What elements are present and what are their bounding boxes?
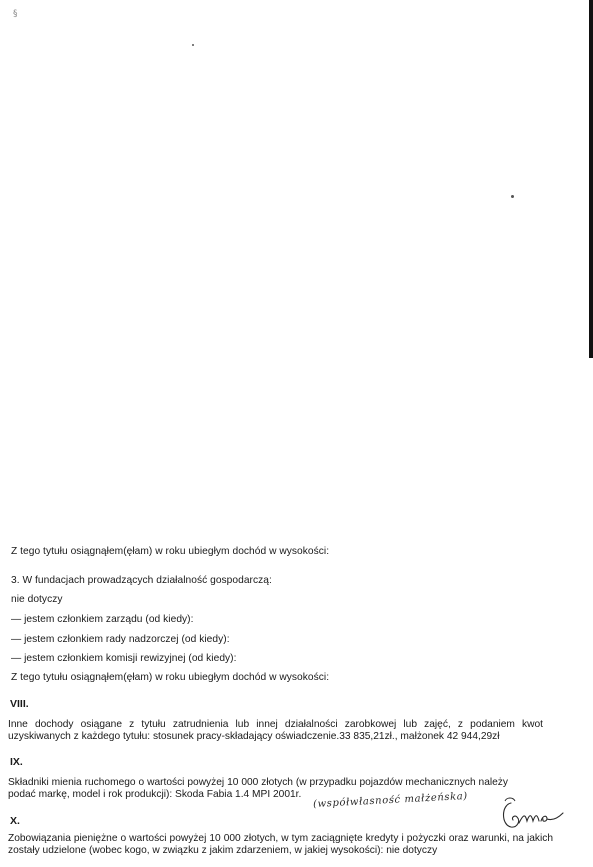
scan-speck <box>192 44 194 46</box>
section-x-heading: X. <box>10 815 20 827</box>
foundations-item-board: — jestem członkiem zarządu (od kiedy): <box>11 614 194 625</box>
scan-speck <box>511 195 514 198</box>
corner-scan-mark: § <box>13 9 18 19</box>
scan-edge-shadow <box>589 0 593 358</box>
section-ix-text: Składniki mienia ruchomego o wartości powyżej 10 000 złotych (w przypadku pojazdów mechanicznych należy podać markę, model i rok produkcji): Skoda Fabia 1.4 MPI 2001r. <box>8 777 508 800</box>
section-x-text: Zobowiązania pieniężne o wartości powyżej 10 000 złotych, w tym zaciągnięte kredyty i pożyczki oraz warunki, na jakich zostały udzielone (wobec kogo, w związku z jakim zdarzeniem, w jakiej wysokości): nie dotyczy <box>8 833 553 856</box>
vii-income-line: Z tego tytułu osiągnąłem(ęłam) w roku ubiegłym dochód w wysokości: <box>11 546 330 557</box>
section-viii-text: Inne dochody osiągane z tytułu zatrudnienia lub innej działalności zarobkowej lub zajęć, z podaniem kwot uzyskiwanych z każdego tytułu: stosunek pracy-składający oświadczenie.33 835,21zł., małżonek 42 944,29zł <box>8 719 543 742</box>
handwritten-co-ownership-note: (współwłasność małżeńska) <box>312 790 469 811</box>
foundations-status: nie dotyczy <box>11 594 63 605</box>
handwritten-signature <box>497 795 567 835</box>
section-ix-heading: IX. <box>10 756 23 768</box>
foundations-item-supervisory: — jestem członkiem rady nadzorczej (od kiedy): <box>11 634 230 645</box>
section-viii-heading: VIII. <box>10 698 29 710</box>
foundations-income-line: Z tego tytułu osiągnąłem(ęłam) w roku ubiegłym dochód w wysokości: <box>11 672 330 683</box>
foundations-item-audit: — jestem członkiem komisji rewizyjnej (od kiedy): <box>11 653 237 664</box>
foundations-heading: 3. W fundacjach prowadzących działalność gospodarczą: <box>11 575 272 586</box>
